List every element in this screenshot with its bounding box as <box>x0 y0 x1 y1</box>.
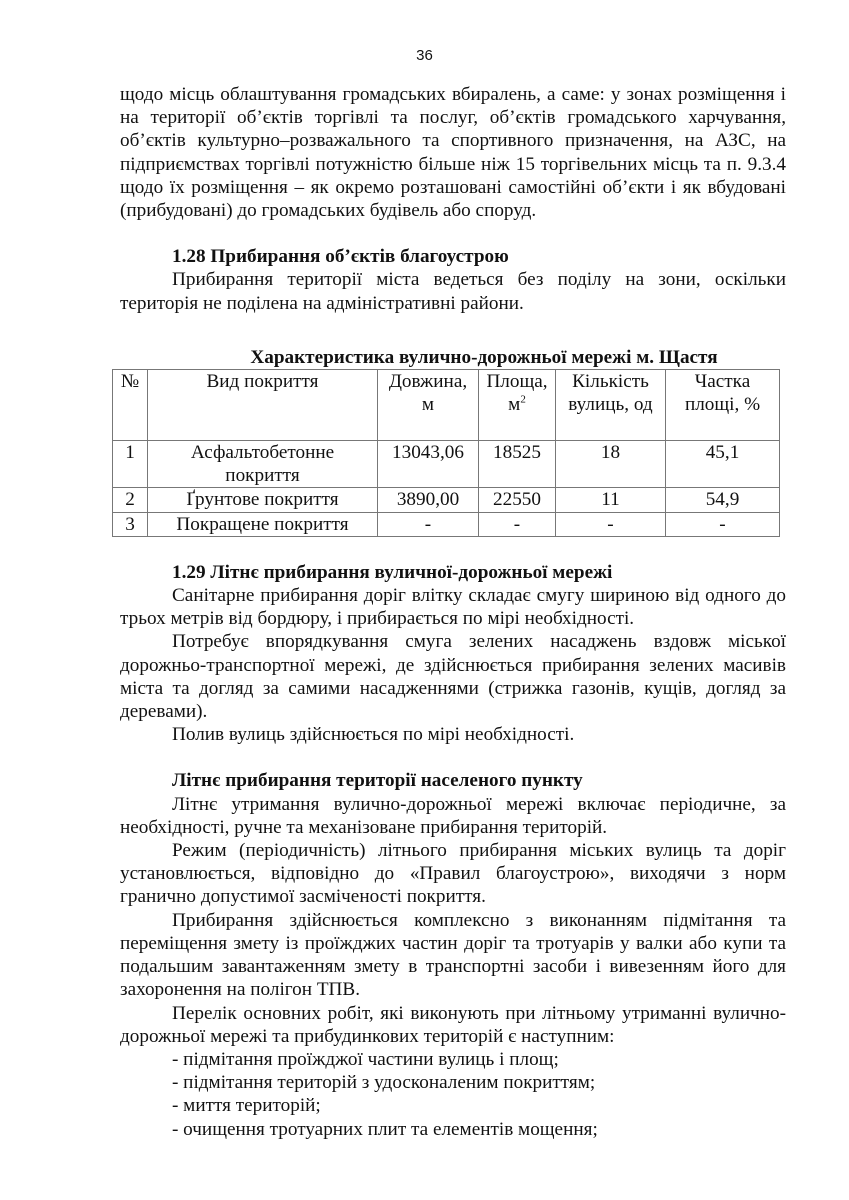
document-body <box>120 83 786 1141</box>
cell-count: 18 <box>556 441 666 488</box>
col-header-length: Довжина, м <box>378 370 479 441</box>
table-row <box>113 512 780 536</box>
list-item: - миття територій; <box>172 1095 321 1117</box>
page-number: 36 <box>416 47 433 64</box>
section-129-paragraph: Потребує впорядкування смуга зелених насаджень вздовж міської дорожньо-транспортної мережі, де здійснюється прибирання зелених масивів міста та догляд за самими насадженнями (стрижка газонів, кущів, догляд за деревами). <box>120 631 786 723</box>
table-title: Характеристика вулично-дорожньої мережі м. Щастя <box>250 346 718 368</box>
cell-area: 18525 <box>479 441 556 488</box>
summer-paragraph: Перелік основних робіт, які виконують при літньому утриманні вулично-дорожньої мережі та прибудинкових територій є наступним: <box>120 1002 786 1047</box>
cell-area: - <box>479 512 556 536</box>
cell-share: 45,1 <box>666 441 780 488</box>
col-header-count: Кількість вулиць, од <box>556 370 666 441</box>
list-item: - підмітання проїжджої частини вулиць і площ; <box>172 1048 559 1070</box>
cell-num: 1 <box>113 441 148 488</box>
cell-type: Асфальтобетонне покриття <box>148 441 378 488</box>
cell-length: 3890,00 <box>378 488 479 512</box>
section-129-heading: 1.29 Літнє прибирання вуличної-дорожньої мережі <box>172 561 613 583</box>
list-item: - підмітання територій з удосконаленим покриттям; <box>172 1072 596 1094</box>
cell-num: 2 <box>113 488 148 512</box>
col-header-num: № <box>113 370 148 441</box>
cell-length: - <box>378 512 479 536</box>
cell-area: 22550 <box>479 488 556 512</box>
intro-paragraph: щодо місць облаштування громадських вбиралень, а саме: у зонах розміщення і на території об’єктів торгівлі та послуг, об’єктів громадського харчування, об’єктів культурно–розважального та спортивного призначення, на АЗС, на підприємствах торгівлі потужністю більше ніж 15 торгівельних місць та п. 9.3.4 щодо їх розміщення – як окремо розташовані самостійні об’єкти і як вбудовані (прибудовані) до громадських будівель або споруд. <box>120 84 786 222</box>
cell-share: 54,9 <box>666 488 780 512</box>
cell-type: Покращене покриття <box>148 512 378 536</box>
cell-share: - <box>666 512 780 536</box>
cell-type: Ґрунтове покриття <box>148 488 378 512</box>
summer-paragraph: Режим (періодичність) літнього прибирання міських вулиць та доріг установлюється, відповідно до «Правил благоустрою», виходячи з норм гранично допустимої засміченості покриття. <box>120 840 786 908</box>
section-128-heading: 1.28 Прибирання об’єктів благоустрою <box>172 246 509 268</box>
col-header-area: Площа, $м^2$ <box>479 370 556 441</box>
works-list <box>120 1048 786 1141</box>
table-row <box>113 441 780 488</box>
list-item: - очищення тротуарних плит та елементів мощення; <box>172 1118 598 1140</box>
table-header-row <box>113 370 780 441</box>
cell-length: 13043,06 <box>378 441 479 488</box>
cell-count: - <box>556 512 666 536</box>
col-header-share: Частка площі, % <box>666 370 780 441</box>
street-network-table <box>112 369 780 537</box>
cell-count: 11 <box>556 488 666 512</box>
summer-cleaning-heading: Літнє прибирання території населеного пункту <box>172 770 583 792</box>
section-129-paragraph: Полив вулиць здійснюється по мірі необхідності. <box>172 724 575 746</box>
section-128-paragraph: Прибирання території міста ведеться без поділу на зони, оскільки територія не поділена на адміністративні райони. <box>120 269 786 314</box>
section-129-paragraph: Санітарне прибирання доріг влітку складає смугу шириною від одного до трьох метрів від бордюру, і прибирається по мірі необхідності. <box>120 585 786 630</box>
summer-paragraph: Прибирання здійснюється комплексно з виконанням підмітання та переміщення змету із проїжджих частин доріг та тротуарів у валки або купи та подальшим завантаженням змету в транспортні засоби і вивезенням його для захоронення на полігон ТПВ. <box>120 909 786 1001</box>
summer-paragraph: Літнє утримання вулично-дорожньої мережі включає періодичне, за необхідності, ручне та механізоване прибирання територій. <box>120 793 786 838</box>
col-header-type: Вид покриття <box>148 370 378 441</box>
table-row <box>113 488 780 512</box>
cell-num: 3 <box>113 512 148 536</box>
